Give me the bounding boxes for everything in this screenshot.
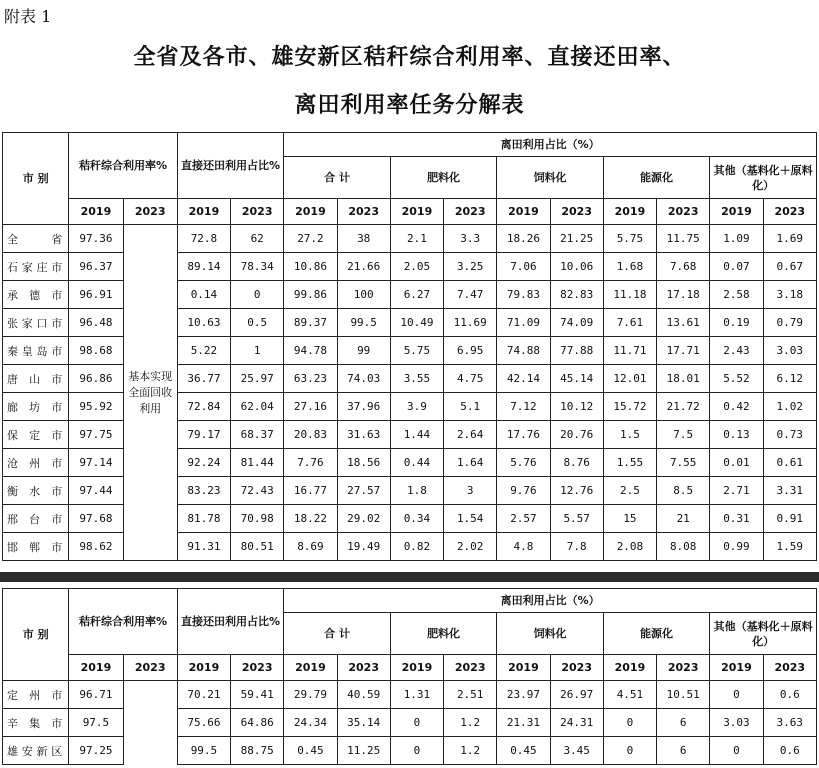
target-2023-note: 基本实现全面回收利用 bbox=[123, 225, 177, 561]
value-cell: 2.05 bbox=[390, 253, 443, 281]
value-cell: 0 bbox=[390, 737, 443, 765]
value-cell: 0.91 bbox=[763, 505, 816, 533]
value-cell: 72.84 bbox=[177, 393, 230, 421]
value-cell: 81.78 bbox=[177, 505, 230, 533]
header-off-field: 离田利用占比（%） bbox=[284, 589, 817, 613]
value-cell: 13.61 bbox=[657, 309, 710, 337]
value-cell: 0.14 bbox=[177, 281, 230, 309]
value-cell: 5.75 bbox=[603, 225, 656, 253]
value-cell: 5.1 bbox=[444, 393, 497, 421]
value-cell: 0.19 bbox=[710, 309, 763, 337]
table-row bbox=[3, 225, 817, 253]
header-feed: 饲料化 bbox=[497, 157, 604, 199]
task-table-part2 bbox=[2, 588, 817, 765]
page-title-line1: 全省及各市、雄安新区秸秆综合利用率、直接还田率、 bbox=[133, 44, 686, 70]
value-cell: 62 bbox=[231, 225, 284, 253]
value-cell: 6.12 bbox=[763, 365, 816, 393]
region-name: 全 省 bbox=[3, 225, 69, 253]
value-cell: 89.14 bbox=[177, 253, 230, 281]
value-cell: 2.64 bbox=[444, 421, 497, 449]
value-cell: 98.62 bbox=[69, 533, 123, 561]
value-cell: 97.5 bbox=[69, 709, 123, 737]
region-name: 承德市 bbox=[3, 281, 69, 309]
value-cell: 2.02 bbox=[444, 533, 497, 561]
year-2023-header: 2023 bbox=[444, 655, 497, 681]
region-name: 保定市 bbox=[3, 421, 69, 449]
value-cell: 0 bbox=[710, 681, 763, 709]
value-cell: 0.45 bbox=[497, 737, 550, 765]
value-cell: 1.2 bbox=[444, 737, 497, 765]
year-2023-header: 2023 bbox=[444, 199, 497, 225]
value-cell: 21.25 bbox=[550, 225, 603, 253]
value-cell: 74.09 bbox=[550, 309, 603, 337]
value-cell: 7.8 bbox=[550, 533, 603, 561]
value-cell: 3.03 bbox=[763, 337, 816, 365]
value-cell: 29.02 bbox=[337, 505, 390, 533]
value-cell: 0.73 bbox=[763, 421, 816, 449]
value-cell: 24.34 bbox=[284, 709, 337, 737]
value-cell: 0.07 bbox=[710, 253, 763, 281]
year-2019-header: 2019 bbox=[69, 655, 123, 681]
value-cell: 8.08 bbox=[657, 533, 710, 561]
year-2019-header: 2019 bbox=[390, 655, 443, 681]
value-cell: 7.06 bbox=[497, 253, 550, 281]
year-2019-header: 2019 bbox=[284, 655, 337, 681]
value-cell: 1.64 bbox=[444, 449, 497, 477]
header-fertilizer: 肥料化 bbox=[390, 613, 497, 655]
value-cell: 1.54 bbox=[444, 505, 497, 533]
value-cell: 6.27 bbox=[390, 281, 443, 309]
value-cell: 10.06 bbox=[550, 253, 603, 281]
value-cell: 2.43 bbox=[710, 337, 763, 365]
value-cell: 97.44 bbox=[69, 477, 123, 505]
region-name: 定州市 bbox=[3, 681, 69, 709]
value-cell: 3.9 bbox=[390, 393, 443, 421]
value-cell: 96.86 bbox=[69, 365, 123, 393]
value-cell: 1.02 bbox=[763, 393, 816, 421]
value-cell: 27.2 bbox=[284, 225, 337, 253]
value-cell: 20.76 bbox=[550, 421, 603, 449]
value-cell: 2.51 bbox=[444, 681, 497, 709]
value-cell: 0.99 bbox=[710, 533, 763, 561]
year-2023-header: 2023 bbox=[337, 655, 390, 681]
value-cell: 3.31 bbox=[763, 477, 816, 505]
value-cell: 0 bbox=[231, 281, 284, 309]
value-cell: 97.68 bbox=[69, 505, 123, 533]
value-cell: 97.14 bbox=[69, 449, 123, 477]
value-cell: 96.71 bbox=[69, 681, 123, 709]
value-cell: 1.31 bbox=[390, 681, 443, 709]
value-cell: 40.59 bbox=[337, 681, 390, 709]
value-cell: 83.23 bbox=[177, 477, 230, 505]
value-cell: 95.92 bbox=[69, 393, 123, 421]
value-cell: 8.5 bbox=[657, 477, 710, 505]
value-cell: 68.37 bbox=[231, 421, 284, 449]
header-total: 合 计 bbox=[284, 613, 391, 655]
value-cell: 6.95 bbox=[444, 337, 497, 365]
value-cell: 63.23 bbox=[284, 365, 337, 393]
region-name: 衡水市 bbox=[3, 477, 69, 505]
value-cell: 3.63 bbox=[763, 709, 816, 737]
value-cell: 4.8 bbox=[497, 533, 550, 561]
header-feed: 饲料化 bbox=[497, 613, 604, 655]
year-2019-header: 2019 bbox=[603, 199, 656, 225]
value-cell: 24.31 bbox=[550, 709, 603, 737]
value-cell: 10.86 bbox=[284, 253, 337, 281]
value-cell: 3.55 bbox=[390, 365, 443, 393]
value-cell: 10.51 bbox=[657, 681, 710, 709]
value-cell: 1.69 bbox=[763, 225, 816, 253]
value-cell: 99.86 bbox=[284, 281, 337, 309]
value-cell: 0.31 bbox=[710, 505, 763, 533]
page-divider bbox=[0, 572, 819, 582]
value-cell: 3.45 bbox=[550, 737, 603, 765]
region-name: 雄安新区 bbox=[3, 737, 69, 765]
region-name: 辛集市 bbox=[3, 709, 69, 737]
value-cell: 21.31 bbox=[497, 709, 550, 737]
value-cell: 0 bbox=[710, 737, 763, 765]
value-cell: 100 bbox=[337, 281, 390, 309]
value-cell: 26.97 bbox=[550, 681, 603, 709]
value-cell: 7.47 bbox=[444, 281, 497, 309]
value-cell: 45.14 bbox=[550, 365, 603, 393]
value-cell: 1.55 bbox=[603, 449, 656, 477]
value-cell: 1.8 bbox=[390, 477, 443, 505]
value-cell: 12.01 bbox=[603, 365, 656, 393]
value-cell: 15 bbox=[603, 505, 656, 533]
value-cell: 2.1 bbox=[390, 225, 443, 253]
value-cell: 38 bbox=[337, 225, 390, 253]
year-2023-header: 2023 bbox=[763, 199, 816, 225]
header-direct-return: 直接还田利用占比% bbox=[177, 133, 284, 199]
value-cell: 36.77 bbox=[177, 365, 230, 393]
value-cell: 11.25 bbox=[337, 737, 390, 765]
value-cell: 74.03 bbox=[337, 365, 390, 393]
value-cell: 0.5 bbox=[231, 309, 284, 337]
year-2019-header: 2019 bbox=[177, 655, 230, 681]
value-cell: 0.82 bbox=[390, 533, 443, 561]
value-cell: 75.66 bbox=[177, 709, 230, 737]
value-cell: 62.04 bbox=[231, 393, 284, 421]
value-cell: 7.55 bbox=[657, 449, 710, 477]
value-cell: 5.75 bbox=[390, 337, 443, 365]
value-cell: 2.5 bbox=[603, 477, 656, 505]
value-cell: 72.43 bbox=[231, 477, 284, 505]
value-cell: 0.6 bbox=[763, 737, 816, 765]
year-2019-header: 2019 bbox=[603, 655, 656, 681]
table-row bbox=[3, 681, 817, 709]
value-cell: 1.5 bbox=[603, 421, 656, 449]
header-straw-rate: 秸秆综合利用率% bbox=[69, 133, 178, 199]
value-cell: 89.37 bbox=[284, 309, 337, 337]
value-cell: 88.75 bbox=[231, 737, 284, 765]
year-2023-header: 2023 bbox=[337, 199, 390, 225]
year-2019-header: 2019 bbox=[497, 199, 550, 225]
region-name: 邯郸市 bbox=[3, 533, 69, 561]
value-cell: 0.61 bbox=[763, 449, 816, 477]
page-title-line2: 离田利用率任务分解表 bbox=[294, 92, 525, 118]
value-cell: 91.31 bbox=[177, 533, 230, 561]
value-cell: 79.17 bbox=[177, 421, 230, 449]
value-cell: 6 bbox=[657, 737, 710, 765]
year-2019-header: 2019 bbox=[710, 199, 763, 225]
value-cell: 18.26 bbox=[497, 225, 550, 253]
value-cell: 2.71 bbox=[710, 477, 763, 505]
header-region: 市 别 bbox=[3, 133, 69, 225]
header-energy: 能源化 bbox=[603, 157, 710, 199]
value-cell: 1.59 bbox=[763, 533, 816, 561]
value-cell: 11.71 bbox=[603, 337, 656, 365]
header-total: 合 计 bbox=[284, 157, 391, 199]
value-cell: 8.69 bbox=[284, 533, 337, 561]
year-2023-header: 2023 bbox=[657, 655, 710, 681]
value-cell: 70.98 bbox=[231, 505, 284, 533]
value-cell: 9.76 bbox=[497, 477, 550, 505]
value-cell: 99 bbox=[337, 337, 390, 365]
value-cell: 96.91 bbox=[69, 281, 123, 309]
year-2023-header: 2023 bbox=[657, 199, 710, 225]
value-cell: 0.42 bbox=[710, 393, 763, 421]
header-other: 其他（基料化＋原料化） bbox=[710, 157, 817, 199]
value-cell: 0.6 bbox=[763, 681, 816, 709]
value-cell: 7.5 bbox=[657, 421, 710, 449]
value-cell: 6 bbox=[657, 709, 710, 737]
value-cell: 59.41 bbox=[231, 681, 284, 709]
value-cell: 0.67 bbox=[763, 253, 816, 281]
value-cell: 27.57 bbox=[337, 477, 390, 505]
value-cell: 37.96 bbox=[337, 393, 390, 421]
value-cell: 10.12 bbox=[550, 393, 603, 421]
region-name: 唐山市 bbox=[3, 365, 69, 393]
value-cell: 0.01 bbox=[710, 449, 763, 477]
year-2023-header: 2023 bbox=[123, 655, 177, 681]
value-cell: 20.83 bbox=[284, 421, 337, 449]
value-cell: 99.5 bbox=[337, 309, 390, 337]
year-2019-header: 2019 bbox=[284, 199, 337, 225]
value-cell: 81.44 bbox=[231, 449, 284, 477]
value-cell: 3.18 bbox=[763, 281, 816, 309]
value-cell: 5.57 bbox=[550, 505, 603, 533]
target-2023-note bbox=[123, 681, 177, 765]
year-2023-header: 2023 bbox=[550, 655, 603, 681]
value-cell: 7.61 bbox=[603, 309, 656, 337]
value-cell: 21 bbox=[657, 505, 710, 533]
region-name: 石家庄市 bbox=[3, 253, 69, 281]
year-2019-header: 2019 bbox=[390, 199, 443, 225]
year-2023-header: 2023 bbox=[231, 655, 284, 681]
value-cell: 77.88 bbox=[550, 337, 603, 365]
header-region: 市 别 bbox=[3, 589, 69, 681]
value-cell: 92.24 bbox=[177, 449, 230, 477]
value-cell: 23.97 bbox=[497, 681, 550, 709]
year-2019-header: 2019 bbox=[69, 199, 123, 225]
header-off-field: 离田利用占比（%） bbox=[284, 133, 817, 157]
value-cell: 10.63 bbox=[177, 309, 230, 337]
value-cell: 1.44 bbox=[390, 421, 443, 449]
value-cell: 11.75 bbox=[657, 225, 710, 253]
value-cell: 0.34 bbox=[390, 505, 443, 533]
year-2023-header: 2023 bbox=[123, 199, 177, 225]
value-cell: 99.5 bbox=[177, 737, 230, 765]
header-other: 其他（基料化＋原料化） bbox=[710, 613, 817, 655]
value-cell: 0 bbox=[603, 737, 656, 765]
value-cell: 4.51 bbox=[603, 681, 656, 709]
value-cell: 64.86 bbox=[231, 709, 284, 737]
value-cell: 80.51 bbox=[231, 533, 284, 561]
value-cell: 0.45 bbox=[284, 737, 337, 765]
value-cell: 8.76 bbox=[550, 449, 603, 477]
year-2023-header: 2023 bbox=[231, 199, 284, 225]
value-cell: 7.68 bbox=[657, 253, 710, 281]
value-cell: 3.3 bbox=[444, 225, 497, 253]
value-cell: 29.79 bbox=[284, 681, 337, 709]
value-cell: 3.25 bbox=[444, 253, 497, 281]
value-cell: 96.37 bbox=[69, 253, 123, 281]
value-cell: 79.83 bbox=[497, 281, 550, 309]
value-cell: 96.48 bbox=[69, 309, 123, 337]
value-cell: 0 bbox=[603, 709, 656, 737]
value-cell: 42.14 bbox=[497, 365, 550, 393]
value-cell: 27.16 bbox=[284, 393, 337, 421]
value-cell: 1 bbox=[231, 337, 284, 365]
annex-label: 附表 1 bbox=[4, 7, 52, 26]
region-name: 邢台市 bbox=[3, 505, 69, 533]
value-cell: 0.44 bbox=[390, 449, 443, 477]
value-cell: 97.75 bbox=[69, 421, 123, 449]
value-cell: 78.34 bbox=[231, 253, 284, 281]
region-name: 秦皇岛市 bbox=[3, 337, 69, 365]
year-2019-header: 2019 bbox=[710, 655, 763, 681]
value-cell: 3 bbox=[444, 477, 497, 505]
value-cell: 3.03 bbox=[710, 709, 763, 737]
region-name: 张家口市 bbox=[3, 309, 69, 337]
value-cell: 18.56 bbox=[337, 449, 390, 477]
header-direct-return: 直接还田利用占比% bbox=[177, 589, 284, 655]
value-cell: 7.76 bbox=[284, 449, 337, 477]
value-cell: 12.76 bbox=[550, 477, 603, 505]
value-cell: 18.22 bbox=[284, 505, 337, 533]
value-cell: 25.97 bbox=[231, 365, 284, 393]
year-2019-header: 2019 bbox=[177, 199, 230, 225]
value-cell: 94.78 bbox=[284, 337, 337, 365]
header-energy: 能源化 bbox=[603, 613, 710, 655]
value-cell: 21.66 bbox=[337, 253, 390, 281]
value-cell: 71.09 bbox=[497, 309, 550, 337]
value-cell: 5.22 bbox=[177, 337, 230, 365]
year-2019-header: 2019 bbox=[497, 655, 550, 681]
year-2023-header: 2023 bbox=[763, 655, 816, 681]
header-fertilizer: 肥料化 bbox=[390, 157, 497, 199]
value-cell: 35.14 bbox=[337, 709, 390, 737]
value-cell: 1.09 bbox=[710, 225, 763, 253]
value-cell: 1.2 bbox=[444, 709, 497, 737]
value-cell: 97.36 bbox=[69, 225, 123, 253]
value-cell: 31.63 bbox=[337, 421, 390, 449]
task-table-part1 bbox=[2, 132, 817, 561]
value-cell: 21.72 bbox=[657, 393, 710, 421]
value-cell: 0.79 bbox=[763, 309, 816, 337]
value-cell: 0 bbox=[390, 709, 443, 737]
value-cell: 2.58 bbox=[710, 281, 763, 309]
value-cell: 5.52 bbox=[710, 365, 763, 393]
value-cell: 97.25 bbox=[69, 737, 123, 765]
value-cell: 72.8 bbox=[177, 225, 230, 253]
region-name: 沧州市 bbox=[3, 449, 69, 477]
value-cell: 70.21 bbox=[177, 681, 230, 709]
value-cell: 17.71 bbox=[657, 337, 710, 365]
value-cell: 17.76 bbox=[497, 421, 550, 449]
value-cell: 17.18 bbox=[657, 281, 710, 309]
region-name: 廊坊市 bbox=[3, 393, 69, 421]
value-cell: 5.76 bbox=[497, 449, 550, 477]
header-straw-rate: 秸秆综合利用率% bbox=[69, 589, 178, 655]
value-cell: 19.49 bbox=[337, 533, 390, 561]
value-cell: 2.57 bbox=[497, 505, 550, 533]
value-cell: 11.69 bbox=[444, 309, 497, 337]
value-cell: 10.49 bbox=[390, 309, 443, 337]
value-cell: 82.83 bbox=[550, 281, 603, 309]
value-cell: 0.13 bbox=[710, 421, 763, 449]
value-cell: 7.12 bbox=[497, 393, 550, 421]
value-cell: 11.18 bbox=[603, 281, 656, 309]
value-cell: 16.77 bbox=[284, 477, 337, 505]
value-cell: 1.68 bbox=[603, 253, 656, 281]
value-cell: 4.75 bbox=[444, 365, 497, 393]
value-cell: 2.08 bbox=[603, 533, 656, 561]
value-cell: 15.72 bbox=[603, 393, 656, 421]
year-2023-header: 2023 bbox=[550, 199, 603, 225]
value-cell: 74.88 bbox=[497, 337, 550, 365]
value-cell: 18.01 bbox=[657, 365, 710, 393]
value-cell: 98.68 bbox=[69, 337, 123, 365]
